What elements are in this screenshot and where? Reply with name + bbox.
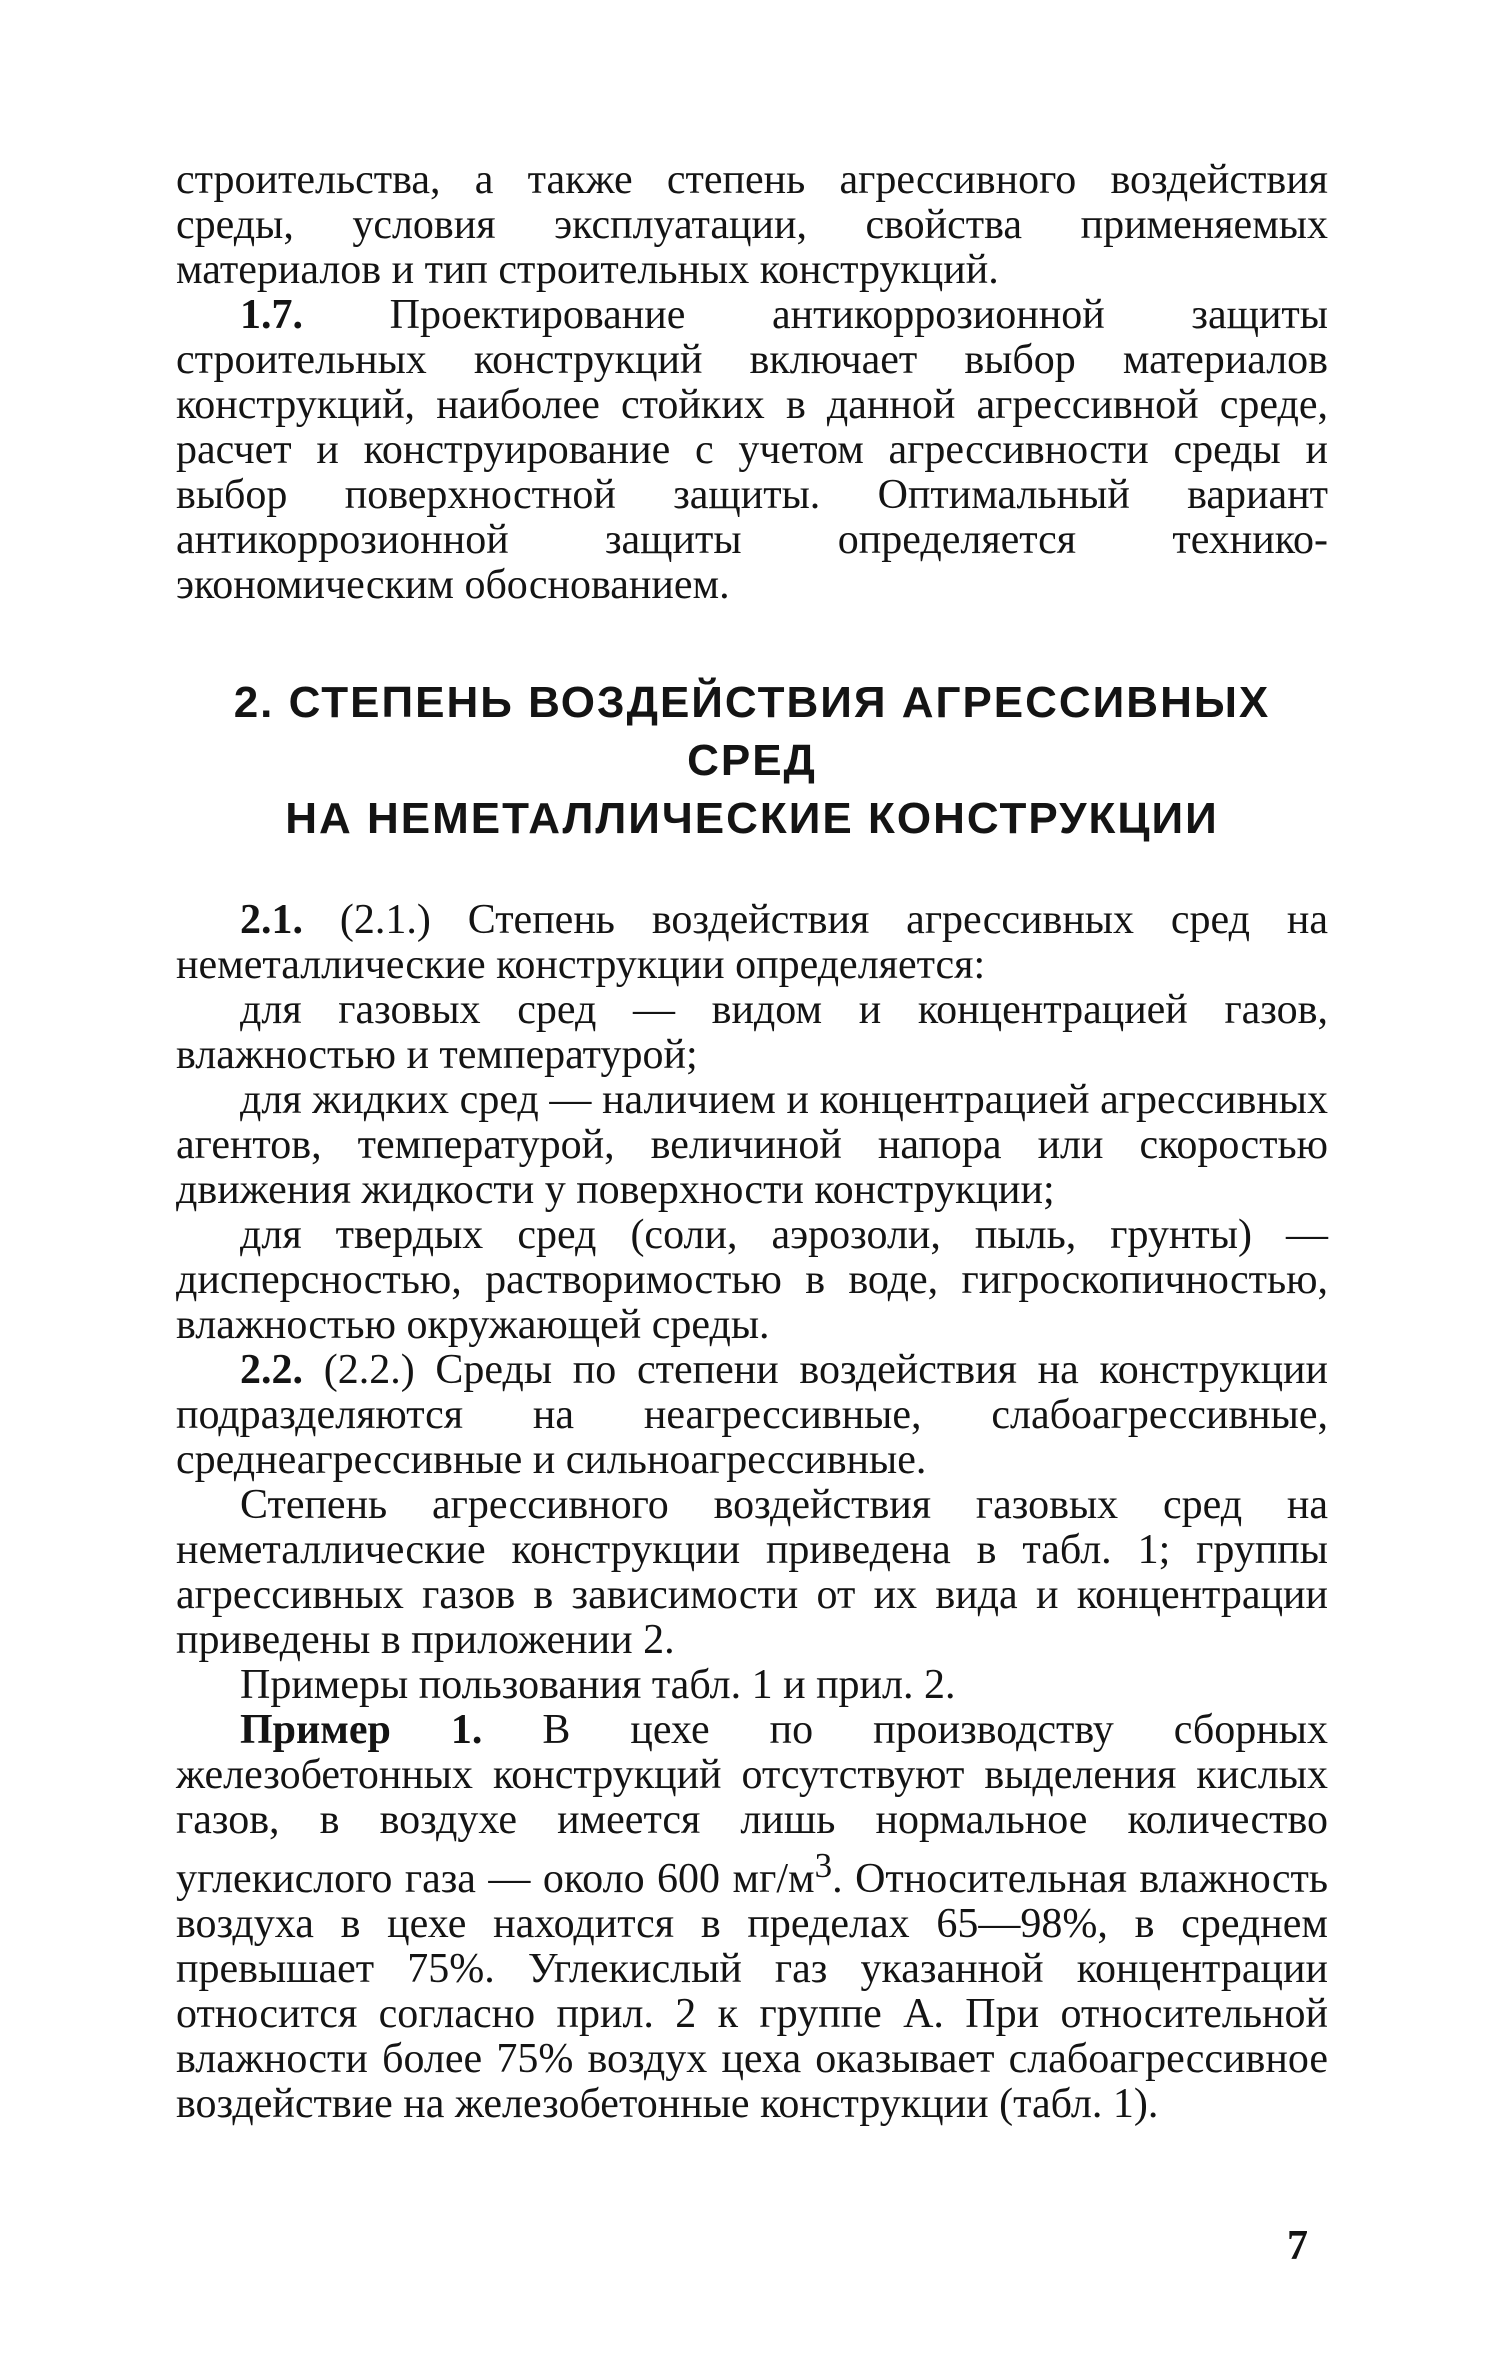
paragraph-text: (2.1.) Степень воздействия агрессивных сред на неметаллические конструкции определяется: <box>176 897 1329 988</box>
paragraph-gas-media: для газовых сред — видом и концентрацией газов, влажностью и температурой; <box>176 987 1328 1078</box>
clause-number: 1.7. <box>240 292 303 338</box>
paragraph-aggressive-degree: Степень агрессивного воздействия газовых сред на неметаллические конструкции приведена в табл. 1; группы агрессивных газов в зависимости от их вида и концентрации приведены в приложении 2. <box>176 1482 1328 1663</box>
paragraph-solid-media: для твердых сред (соли, аэрозоли, пыль, грунты) — дисперсностью, растворимостью в воде, гигроскопичностью, влажностью окружающей среды. <box>176 1212 1328 1348</box>
paragraph-liquid-media: для жидких сред — наличием и концентрацией агрессивных агентов, температурой, величиной напора или скоростью движения жидкости у поверхности конструкции; <box>176 1077 1328 1213</box>
page-number: 7 <box>1287 2223 1308 2269</box>
text-column <box>176 158 1328 2127</box>
paragraph-1-7 <box>176 293 1328 608</box>
example-label: Пример 1. <box>240 1707 483 1753</box>
paragraph-text: Проектирование антикоррозионной защиты строительных конструкций включает выбор материалов конструкций, наиболее стойких в данной агрессивной среде, расчет и конструирование с учетом агрессивности среды и выбор поверхностной защиты. Оптимальный вариант антикоррозионной защиты определяется технико-экономическим обоснованием. <box>176 292 1328 608</box>
clause-number: 2.2. <box>240 1347 303 1393</box>
superscript-cube: 3 <box>814 1846 833 1885</box>
paragraph-text: строительства, а также степень агрессивного воздействия среды, условия эксплуатации, свойства применяемых материалов и тип строительных конструкций. <box>176 157 1328 293</box>
paragraph-continuation <box>176 158 1328 293</box>
paragraph-2-1 <box>176 898 1328 988</box>
clause-number: 2.1. <box>240 897 303 943</box>
section-heading <box>176 674 1328 848</box>
paragraph-example-1 <box>176 1708 1328 2127</box>
paragraph-examples-intro: Примеры пользования табл. 1 и прил. 2. <box>240 1662 956 1708</box>
paragraph-text: (2.2.) Среды по степени воздействия на конструкции подразделяются на неагрессивные, слабоагрессивные, среднеагрессивные и сильноагрессивные. <box>176 1347 1328 1483</box>
paragraph-2-2 <box>176 1348 1328 1483</box>
section-heading-line-1: 2. СТЕПЕНЬ ВОЗДЕЙСТВИЯ АГРЕССИВНЫХ СРЕД <box>233 678 1271 785</box>
example-text: В цехе по производству сборных железобетонных конструкций отсутствуют выделения кислых газов, в воздухе имеется лишь нормальное количество углекислого газа — около 600 мг/м <box>176 1707 1328 1902</box>
section-heading-line-2: НА НЕМЕТАЛЛИЧЕСКИЕ КОНСТРУКЦИИ <box>285 794 1219 843</box>
example-text-continued: . Относительная влажность воздуха в цехе находится в пределах 65—98%, в среднем превышает 75%. Углекислый газ указанной концентрации относится согласно прил. 2 к группе А. При относительной влажности более 75% воздух цеха оказывает слабоагрессивное воздействие на железобетонные конструкции (табл. 1). <box>176 1856 1328 2127</box>
